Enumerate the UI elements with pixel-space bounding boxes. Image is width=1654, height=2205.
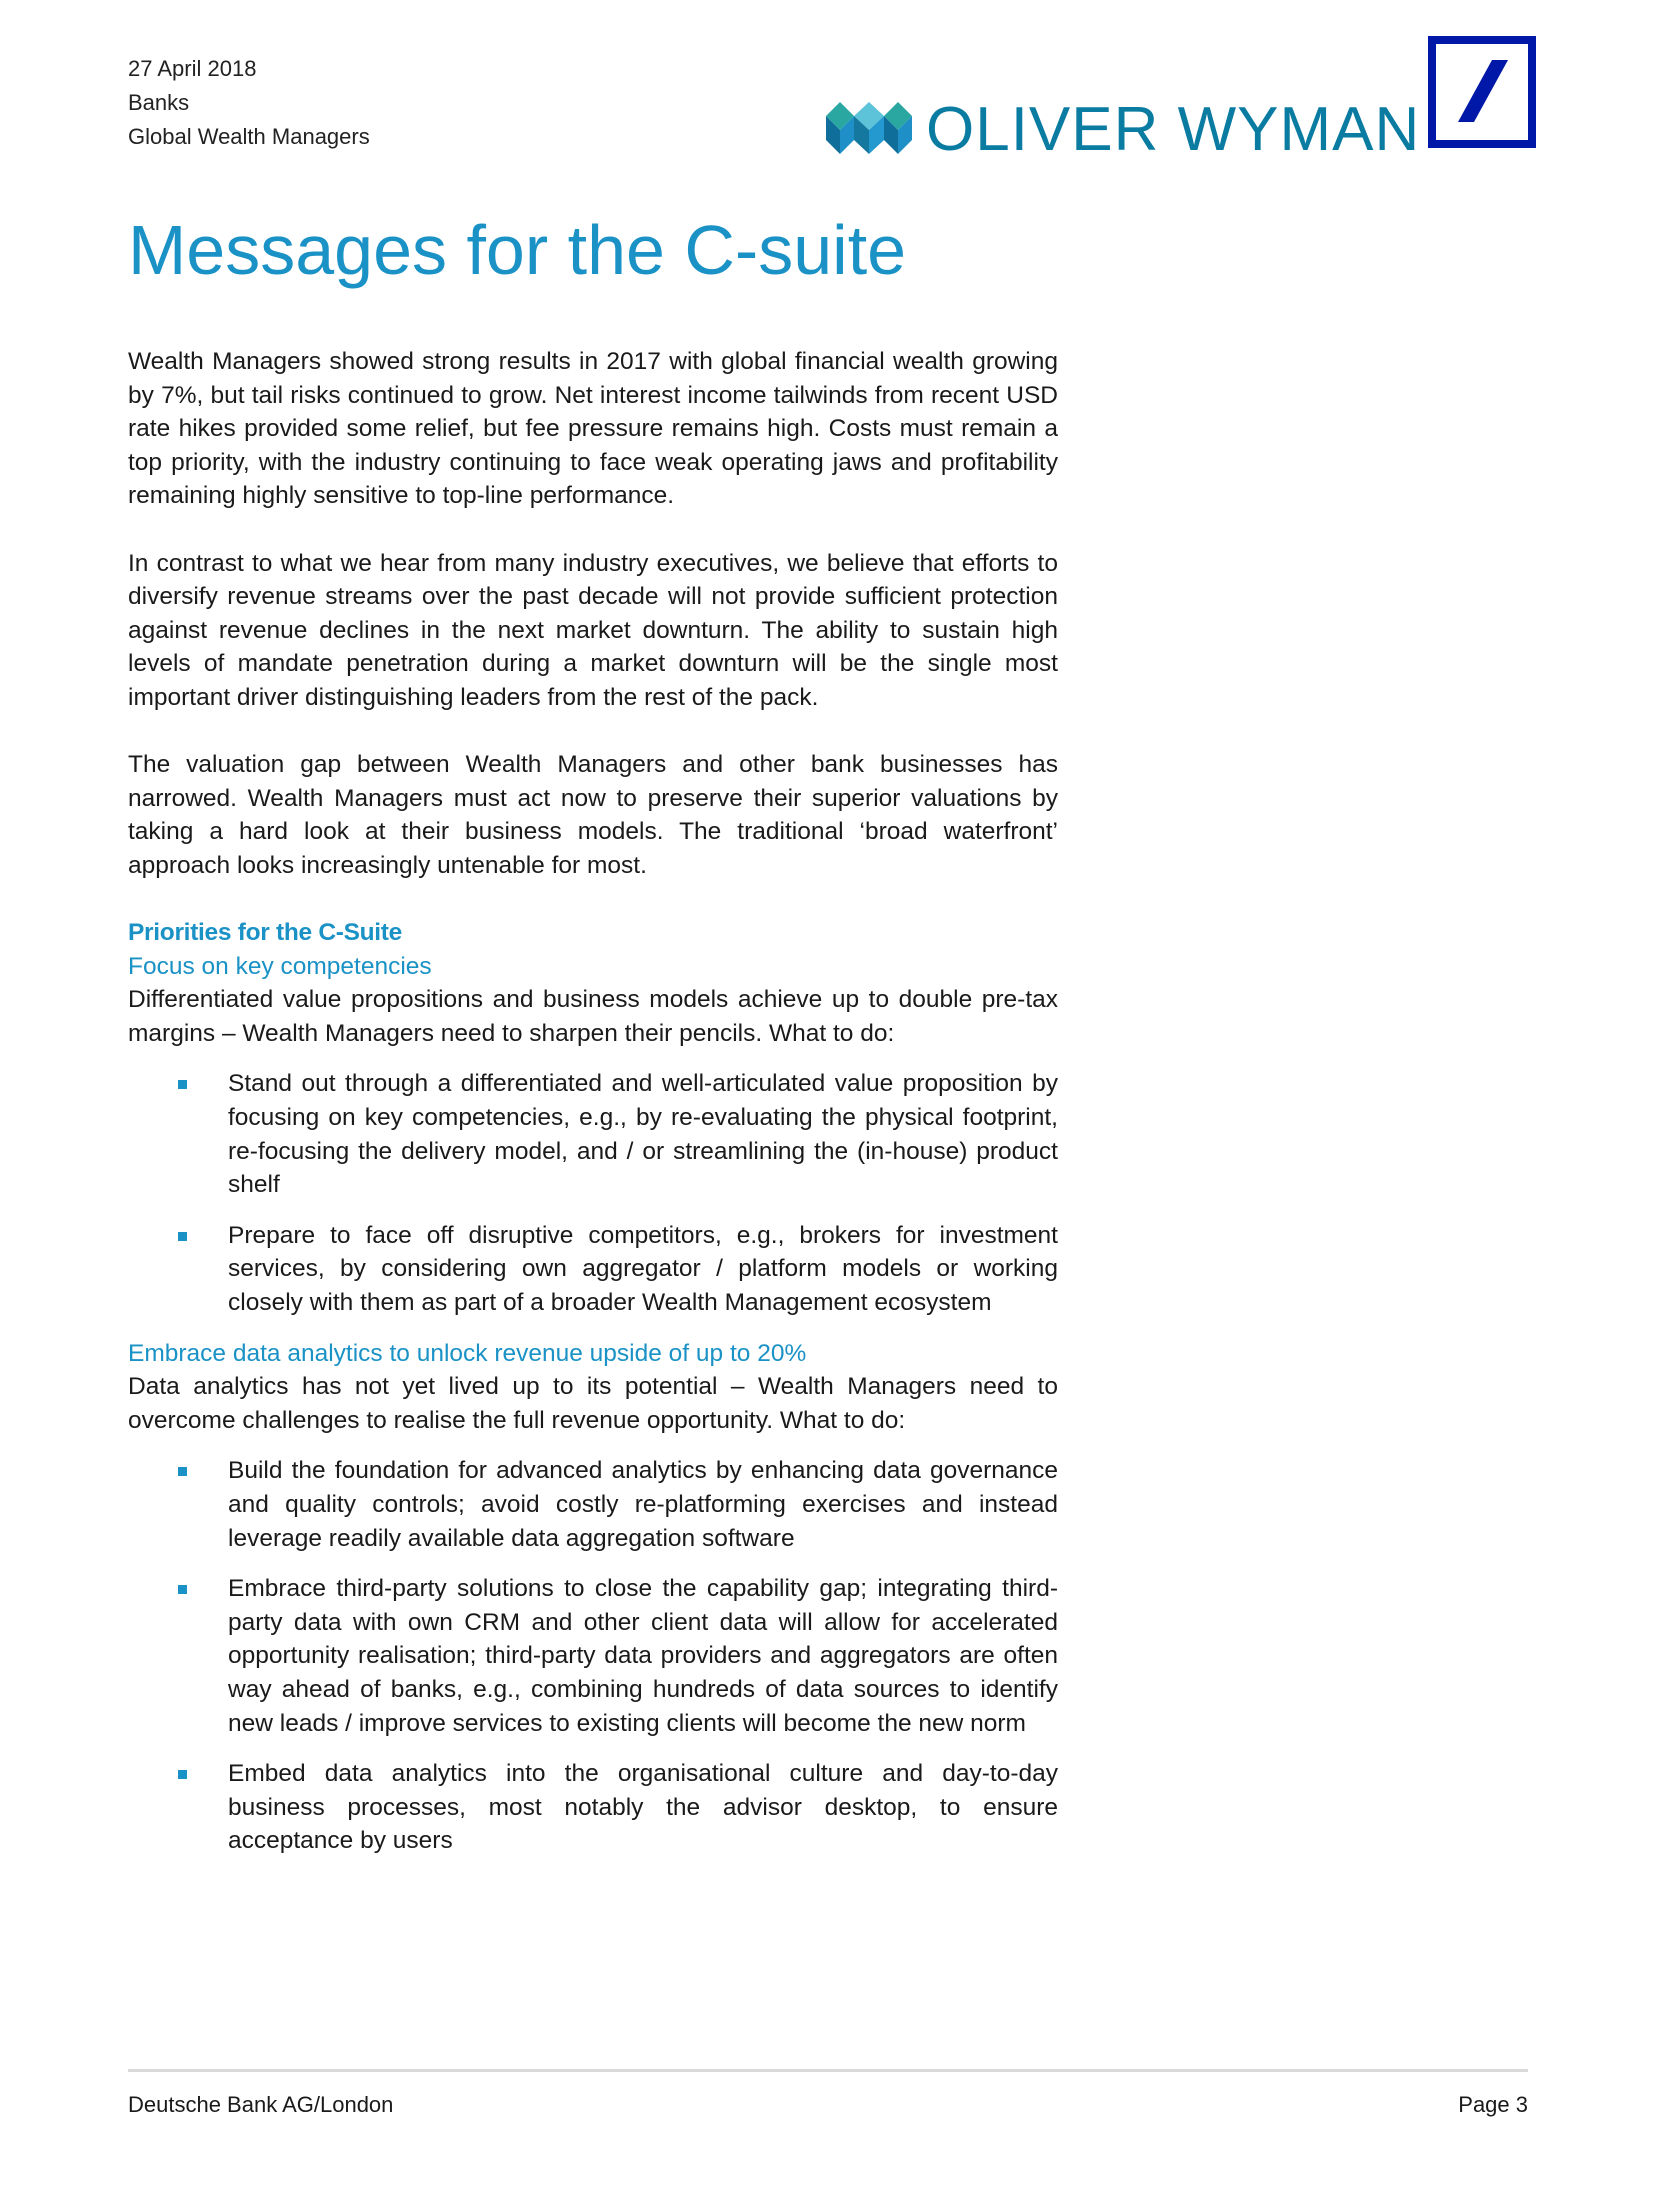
report-name: Global Wealth Managers: [128, 124, 370, 149]
section-heading-analytics: Embrace data analytics to unlock revenue upside of up to 20%: [128, 1339, 807, 1367]
intro-paragraph-3: The valuation gap between Wealth Managers and other bank businesses has narrowed. Wealth Managers must act now to preserve their superior valuations by taking a hard look at their business models. The traditional ‘broad waterfront’ approach looks increasingly untenable for most.: [128, 751, 1058, 879]
deutsche-bank-logo-icon: [1428, 36, 1536, 148]
list-item: Build the foundation for advanced analytics by enhancing data governance and quality controls; avoid costly re-platforming exercises and instead leverage readily available data aggregation software: [128, 1454, 1058, 1555]
list-item: Embrace third-party solutions to close the capability gap; integrating third-party data with own CRM and other client data will allow for accelerated opportunity realisation; third-party data providers and aggregators are often way ahead of banks, e.g., combining hundreds of data sources to identify new leads / improve services to existing clients will become the new norm: [128, 1572, 1058, 1740]
report-meta: [128, 52, 370, 154]
square-bullet-icon: [178, 1585, 187, 1594]
section-intro-analytics: Data analytics has not yet lived up to its potential – Wealth Managers need to overcome challenges to realise the full revenue opportunity. What to do:: [128, 1373, 1058, 1434]
list-item: Stand out through a differentiated and well-articulated value proposition by focusing on key competencies, e.g., by re-evaluating the physical footprint, re-focusing the delivery model, and / or streamlining the (in-house) product shelf: [128, 1067, 1058, 1201]
section-heading-focus: Focus on key competencies: [128, 952, 432, 980]
footer-divider: [128, 2069, 1528, 2072]
intro-paragraph-1: Wealth Managers showed strong results in 2017 with global financial wealth growing by 7%, but tail risks continued to grow. Net interest income tailwinds from recent USD rate hikes provided some relief, but fee pressure remains high. Costs must remain a top priority, with the industry continuing to face weak operating jaws and profitability remaining highly sensitive to top-line performance.: [128, 348, 1058, 510]
oliver-wyman-mark-icon: [826, 102, 912, 154]
priorities-heading: Priorities for the C-Suite: [128, 919, 402, 947]
main-content: [128, 345, 1058, 1875]
intro-paragraph-2: In contrast to what we hear from many industry executives, we believe that efforts to diversify revenue streams over the past decade will not provide sufficient protection against revenue declines in the next market downturn. The ability to sustain high levels of mandate penetration during a market downturn will be the single most important driver distinguishing leaders from the rest of the pack.: [128, 549, 1058, 711]
section-intro-focus: Differentiated value propositions and business models achieve up to double pre-tax margins – Wealth Managers need to sharpen their pencils. What to do:: [128, 986, 1058, 1047]
report-sector: Banks: [128, 90, 190, 115]
page-title: Messages for the C-suite: [128, 211, 907, 289]
footer-publisher: Deutsche Bank AG/London: [128, 2092, 394, 2117]
bullet-list-focus: [128, 1067, 1058, 1319]
oliver-wyman-wordmark: OLIVER WYMAN: [926, 95, 1421, 164]
oliver-wyman-logo: [826, 95, 1426, 164]
report-date: 27 April 2018: [128, 56, 257, 81]
list-item: Prepare to face off disruptive competitors, e.g., brokers for investment services, by considering own aggregator / platform models or working closely with them as part of a broader Wealth Management ecosystem: [128, 1219, 1058, 1320]
square-bullet-icon: [178, 1232, 187, 1241]
list-item: Embed data analytics into the organisational culture and day-to-day business processes, most notably the advisor desktop, to ensure acceptance by users: [128, 1757, 1058, 1858]
square-bullet-icon: [178, 1770, 187, 1779]
page-number: Page 3: [1458, 2092, 1528, 2117]
bullet-list-analytics: [128, 1454, 1058, 1858]
square-bullet-icon: [178, 1467, 187, 1476]
square-bullet-icon: [178, 1080, 187, 1089]
